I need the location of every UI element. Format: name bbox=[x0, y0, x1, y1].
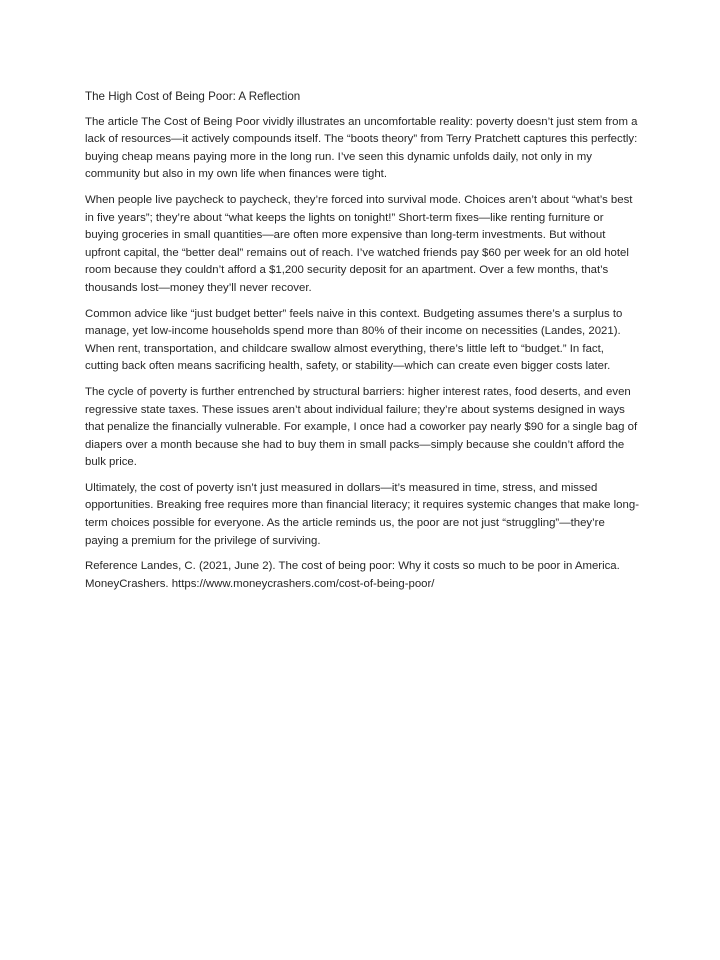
reference-citation: Reference Landes, C. (2021, June 2). The cost of being poor: Why it costs so much to be poor in America. MoneyCrashers. https://www.moneycrashers.com/cost-of-being-poor/ bbox=[85, 560, 620, 590]
paragraph-2: When people live paycheck to paycheck, they’re forced into survival mode. Choices aren’t about “what’s best in five years”; they’re about “what keeps the lights on tonight!” Short-term fixes—like renting furniture or buying groceries in small quantities—are often more expensive than long-term investments. But without upfront capital, the “better deal” remains out of reach. I’ve watched friends pay $60 per week for an old hotel room because they couldn’t afford a $1,200 security deposit for an apartment. Over a few months, that’s thousands lost—money they’ll never recover. bbox=[85, 193, 633, 294]
paragraph-1: The article The Cost of Being Poor vividly illustrates an uncomfortable reality: poverty doesn’t just stem from a lack of resources—it actively compounds itself. The “boots theory” from Terry Pratchett captures this perfectly: buying cheap means paying more in the long run. I’ve seen this dynamic unfolds daily, not only in my community but also in my own life when finances were tight. bbox=[85, 115, 638, 181]
paragraph-3: Common advice like “just budget better” feels naive in this context. Budgeting assumes there’s a surplus to manage, yet low-income households spend more than 80% of their income on necessities (Landes, 2021). When rent, transportation, and childcare swallow almost everything, there’s little left to “budget.” In fact, cutting back often means sacrificing health, safety, or stability—which can create even bigger costs later. bbox=[85, 307, 623, 373]
paragraph-5: Ultimately, the cost of poverty isn’t just measured in dollars—it’s measured in time, stress, and missed opportunities. Breaking free requires more than financial literacy; it requires systemic changes that make long-term choices possible for everyone. As the article reminds us, the poor are not just “struggling”—they’re paying a premium for the privilege of surviving. bbox=[85, 481, 639, 547]
document-title: The High Cost of Being Poor: A Reflection bbox=[85, 90, 301, 103]
paragraph-4: The cycle of poverty is further entrenched by structural barriers: higher interest rates, food deserts, and even regressive state taxes. These issues aren’t about individual failure; they’re about systems designed in ways that penalize the financially vulnerable. For example, I once had a coworker pay nearly $90 for a single bag of diapers over a month because she had to buy them in small packs—simply because she couldn’t afford the bulk price. bbox=[85, 385, 638, 469]
document-page bbox=[85, 88, 640, 593]
